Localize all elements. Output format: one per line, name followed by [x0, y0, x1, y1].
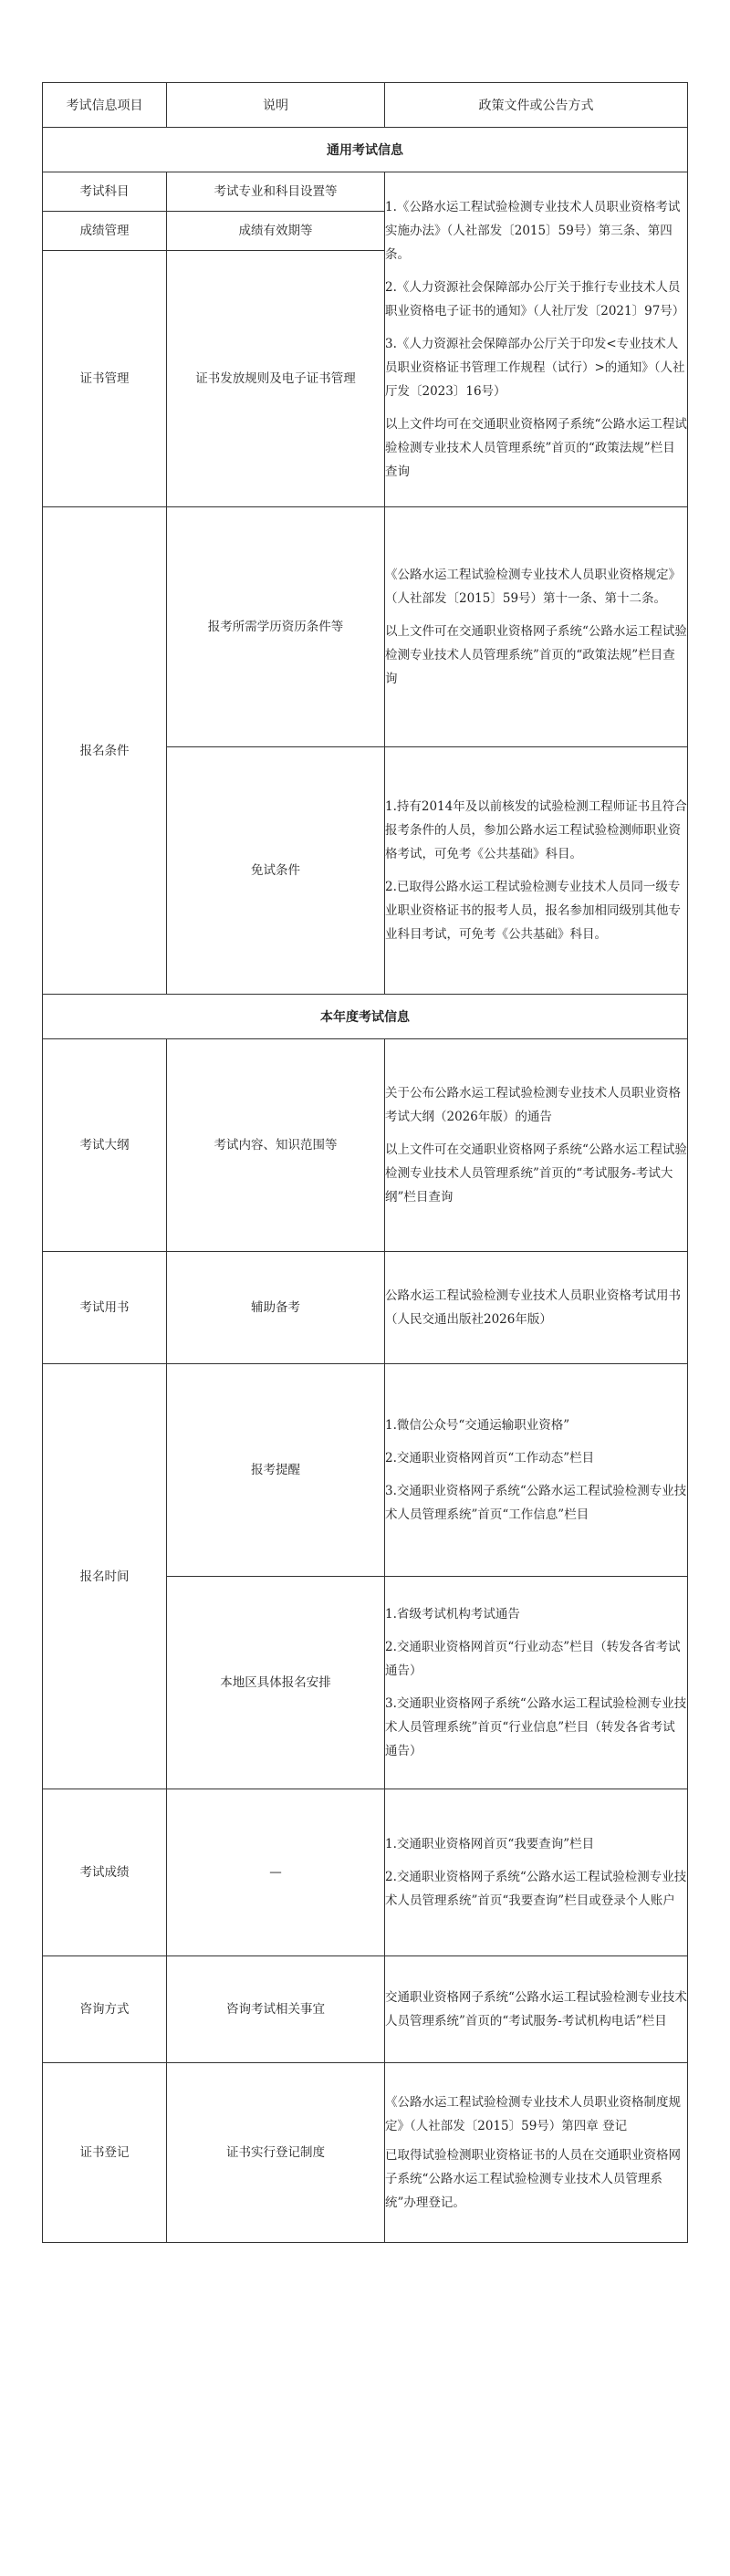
- item-cert-reg: 证书登记: [43, 2063, 167, 2243]
- header-row: [43, 83, 688, 128]
- section-row-general: [43, 128, 688, 172]
- policy-general: [385, 172, 688, 507]
- item-certificate: 证书管理: [43, 251, 167, 507]
- desc-results: —: [167, 1789, 385, 1956]
- desc-subjects: 考试专业和科目设置等: [167, 172, 385, 212]
- policy-results-p1: 1.交通职业资格网首页“我要查询”栏目: [385, 1837, 595, 1851]
- desc-reg-time-remind: 报考提醒: [167, 1364, 385, 1577]
- policy-reg-time-local: [385, 1577, 688, 1789]
- policy-registration-exempt: [385, 747, 688, 995]
- policy-general-p2: 2.《人力资源社会保障部办公厅关于推行专业技术人员职业资格电子证书的通知》（人社厅发〔2021〕97号）: [385, 280, 685, 318]
- table-row-syllabus: [43, 1039, 688, 1252]
- table-row-registration-edu: [43, 507, 688, 747]
- item-syllabus: 考试大纲: [43, 1039, 167, 1252]
- table-row-subjects: [43, 172, 688, 212]
- table-row-results: [43, 1789, 688, 1956]
- policy-books-p1: 公路水运工程试验检测专业技术人员职业资格考试用书（人民交通出版社2026年版）: [385, 1288, 681, 1327]
- policy-reg-time-local-p3: 3.交通职业资格网子系统“公路水运工程试验检测专业技术人员管理系统”首页“行业信息”栏目（转发各省考试通告）: [385, 1696, 687, 1758]
- policy-consult-p1: 交通职业资格网子系统“公路水运工程试验检测专业技术人员管理系统”首页的“考试服务-考试机构电话”栏目: [385, 1990, 687, 2028]
- desc-registration-edu: 报考所需学历资历条件等: [167, 507, 385, 747]
- section-row-this-year: [43, 995, 688, 1039]
- desc-consult: 咨询考试相关事宜: [167, 1956, 385, 2063]
- exam-info-table: [42, 82, 688, 2243]
- policy-general-p3: 3.《人力资源社会保障部办公厅关于印发<专业技术人员职业资格证书管理工作规程（试行）>的通知》（人社厅发〔2023〕16号）: [385, 337, 685, 399]
- policy-reg-time-local-p1: 1.省级考试机构考试通告: [385, 1607, 520, 1622]
- desc-cert-reg: 证书实行登记制度: [167, 2063, 385, 2243]
- desc-scores: 成绩有效期等: [167, 212, 385, 251]
- policy-registration-edu-p1: 《公路水运工程试验检测专业技术人员职业资格规定》（人社部发〔2015〕59号）第十一条、第十二条。: [385, 568, 681, 606]
- header-policy: 政策文件或公告方式: [385, 83, 688, 128]
- desc-books: 辅助备考: [167, 1252, 385, 1364]
- policy-reg-time-local-p2: 2.交通职业资格网首页“行业动态”栏目（转发各省考试通告）: [385, 1640, 681, 1678]
- item-books: 考试用书: [43, 1252, 167, 1364]
- policy-reg-time-remind-p2: 2.交通职业资格网首页“工作动态”栏目: [385, 1451, 595, 1465]
- desc-syllabus: 考试内容、知识范围等: [167, 1039, 385, 1252]
- policy-reg-time-remind-p3: 3.交通职业资格网子系统“公路水运工程试验检测专业技术人员管理系统”首页“工作信息”栏目: [385, 1484, 687, 1522]
- policy-syllabus-p2: 以上文件可在交通职业资格网子系统“公路水运工程试验检测专业技术人员管理系统”首页的“考试服务-考试大纲”栏目查询: [385, 1142, 687, 1205]
- header-description: 说明: [167, 83, 385, 128]
- section-title-this-year: 本年度考试信息: [43, 995, 688, 1039]
- policy-reg-time-remind: [385, 1364, 688, 1577]
- item-scores: 成绩管理: [43, 212, 167, 251]
- table-row-reg-time-remind: [43, 1364, 688, 1577]
- policy-registration-exempt-p1: 1.持有2014年及以前核发的试验检测工程师证书且符合报考条件的人员，参加公路水运工程试验检测师职业资格考试，可免考《公共基础》科目。: [385, 799, 687, 861]
- policy-results: [385, 1789, 688, 1956]
- table-row-consult: [43, 1956, 688, 2063]
- policy-syllabus: [385, 1039, 688, 1252]
- item-consult: 咨询方式: [43, 1956, 167, 2063]
- policy-general-p4: 以上文件均可在交通职业资格网子系统“公路水运工程试验检测专业技术人员管理系统”首页的“政策法规”栏目查询: [385, 417, 687, 479]
- desc-registration-exempt: 免试条件: [167, 747, 385, 995]
- policy-books: [385, 1252, 688, 1364]
- table-row-books: [43, 1252, 688, 1364]
- policy-general-p1: 1.《公路水运工程试验检测专业技术人员职业资格考试实施办法》（人社部发〔2015〕59号）第三条、第四条。: [385, 200, 681, 262]
- policy-results-p2: 2.交通职业资格网子系统“公路水运工程试验检测专业技术人员管理系统”首页“我要查询”栏目或登录个人账户: [385, 1870, 687, 1908]
- item-subjects: 考试科目: [43, 172, 167, 212]
- policy-cert-reg-p1: 《公路水运工程试验检测专业技术人员职业资格制度规定》（人社部发〔2015〕59号）第四章 登记: [385, 2095, 681, 2133]
- policy-cert-reg: [385, 2063, 688, 2243]
- desc-certificate: 证书发放规则及电子证书管理: [167, 251, 385, 507]
- header-item: 考试信息项目: [43, 83, 167, 128]
- policy-registration-edu: [385, 507, 688, 747]
- item-reg-time: 报名时间: [43, 1364, 167, 1789]
- item-results: 考试成绩: [43, 1789, 167, 1956]
- section-title-general: 通用考试信息: [43, 128, 688, 172]
- policy-syllabus-p1: 关于公布公路水运工程试验检测专业技术人员职业资格考试大纲（2026年版）的通告: [385, 1086, 681, 1124]
- item-registration: 报名条件: [43, 507, 167, 995]
- policy-cert-reg-p2: 已取得试验检测职业资格证书的人员在交通职业资格网子系统“公路水运工程试验检测专业技术人员管理系统”办理登记。: [385, 2148, 681, 2210]
- table-row-cert-reg: [43, 2063, 688, 2243]
- policy-registration-exempt-p2: 2.已取得公路水运工程试验检测专业技术人员同一级专业职业资格证书的报考人员，报名参加相同级别其他专业科目考试，可免考《公共基础》科目。: [385, 880, 681, 942]
- policy-reg-time-remind-p1: 1.微信公众号“交通运输职业资格”: [385, 1418, 570, 1433]
- policy-consult: [385, 1956, 688, 2063]
- policy-registration-edu-p2: 以上文件可在交通职业资格网子系统“公路水运工程试验检测专业技术人员管理系统”首页的“政策法规”栏目查询: [385, 624, 687, 686]
- desc-reg-time-local: 本地区具体报名安排: [167, 1577, 385, 1789]
